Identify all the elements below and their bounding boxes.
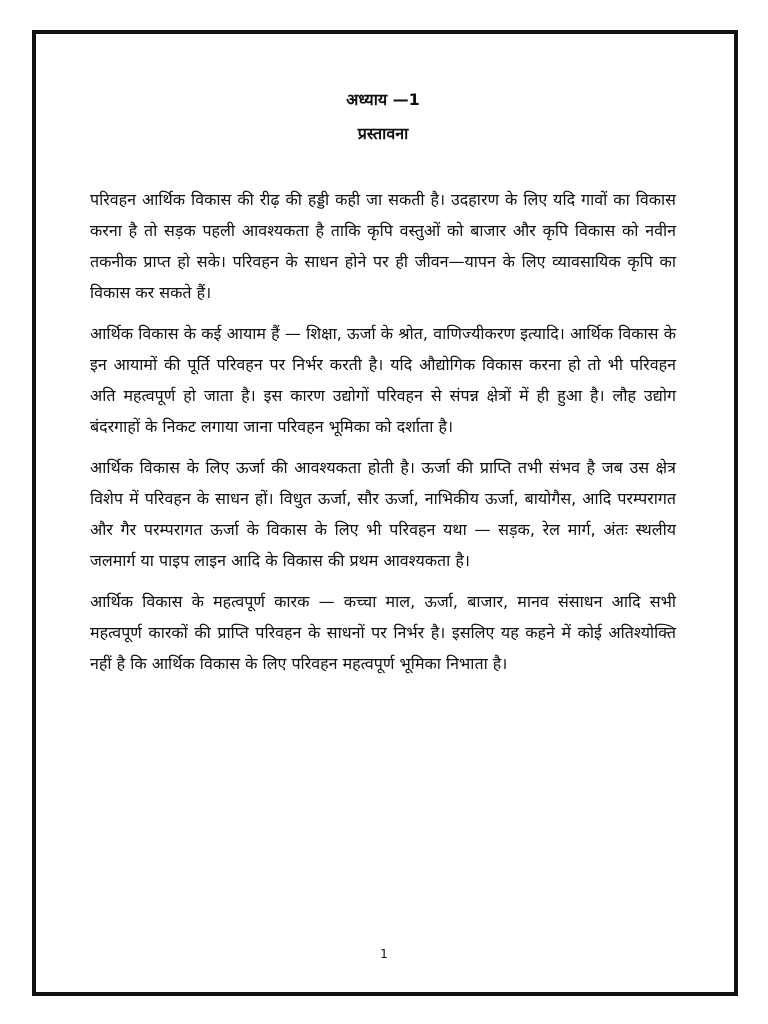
chapter-title: प्रस्तावना: [357, 124, 409, 143]
body-text: [90, 184, 676, 679]
document-content: [90, 88, 676, 689]
paragraph-2: आर्थिक विकास के कई आयाम हैं — शिक्षा, ऊर्जा के श्रोत, वाणिज्यीकरण इत्यादि। आर्थिक विकास के इन आयामों की पूर्ति परिवहन पर निर्भर करती है। यदि औद्योगिक विकास करना हो तो भी परिवहन अति महत्वपूर्ण हो जाता है। इस कारण उद्योगों परिवहन से संपन्न क्षेत्रों में ही हुआ है। लौह उद्योग बंदरगाहों के निकट लगाया जाना परिवहन भूमिका को दर्शाता है।: [90, 324, 676, 436]
paragraph-3: आर्थिक विकास के लिए ऊर्जा की आवश्यकता होती है। ऊर्जा की प्राप्ति तभी संभव है जब उस क्षेत्र विशेप में परिवहन के साधन हों। विधुत ऊर्जा, सौर ऊर्जा, नाभिकीय ऊर्जा, बायोगैस, आदि परम्परागत और गैर परम्परागत ऊर्जा के विकास के लिए भी परिवहन यथा — सड़क, रेल मार्ग, अंतः स्थलीय जलमार्ग या पाइप लाइन आदि के विकास की प्रथम आवश्यकता है।: [90, 458, 676, 570]
paragraph-4: आर्थिक विकास के महत्वपूर्ण कारक — कच्चा माल, ऊर्जा, बाजार, मानव संसाधन आदि सभी महत्वपूर्ण कारकों की प्राप्ति परिवहन के साधनों पर निर्भर है। इसलिए यह कहने में कोई अतिश्योक्ति नहीं है कि आर्थिक विकास के लिए परिवहन महत्वपूर्ण भूमिका निभाता है।: [90, 592, 676, 673]
chapter-number: अध्याय —1: [346, 90, 420, 109]
page-number: 1: [380, 947, 388, 961]
paragraph-1: परिवहन आर्थिक विकास की रीढ़ की हड्डी कही जा सकती है। उदहारण के लिए यदि गावों का विकास करना है तो सड़क पहली आवश्यकता है ताकि कृपि वस्तुओं को बाजार और कृपि विकास को नवीन तकनीक प्राप्त हो सके। परिवहन के साधन होने पर ही जीवन—यापन के लिए व्यावसायिक कृपि का विकास कर सकते हैं।: [90, 190, 676, 302]
